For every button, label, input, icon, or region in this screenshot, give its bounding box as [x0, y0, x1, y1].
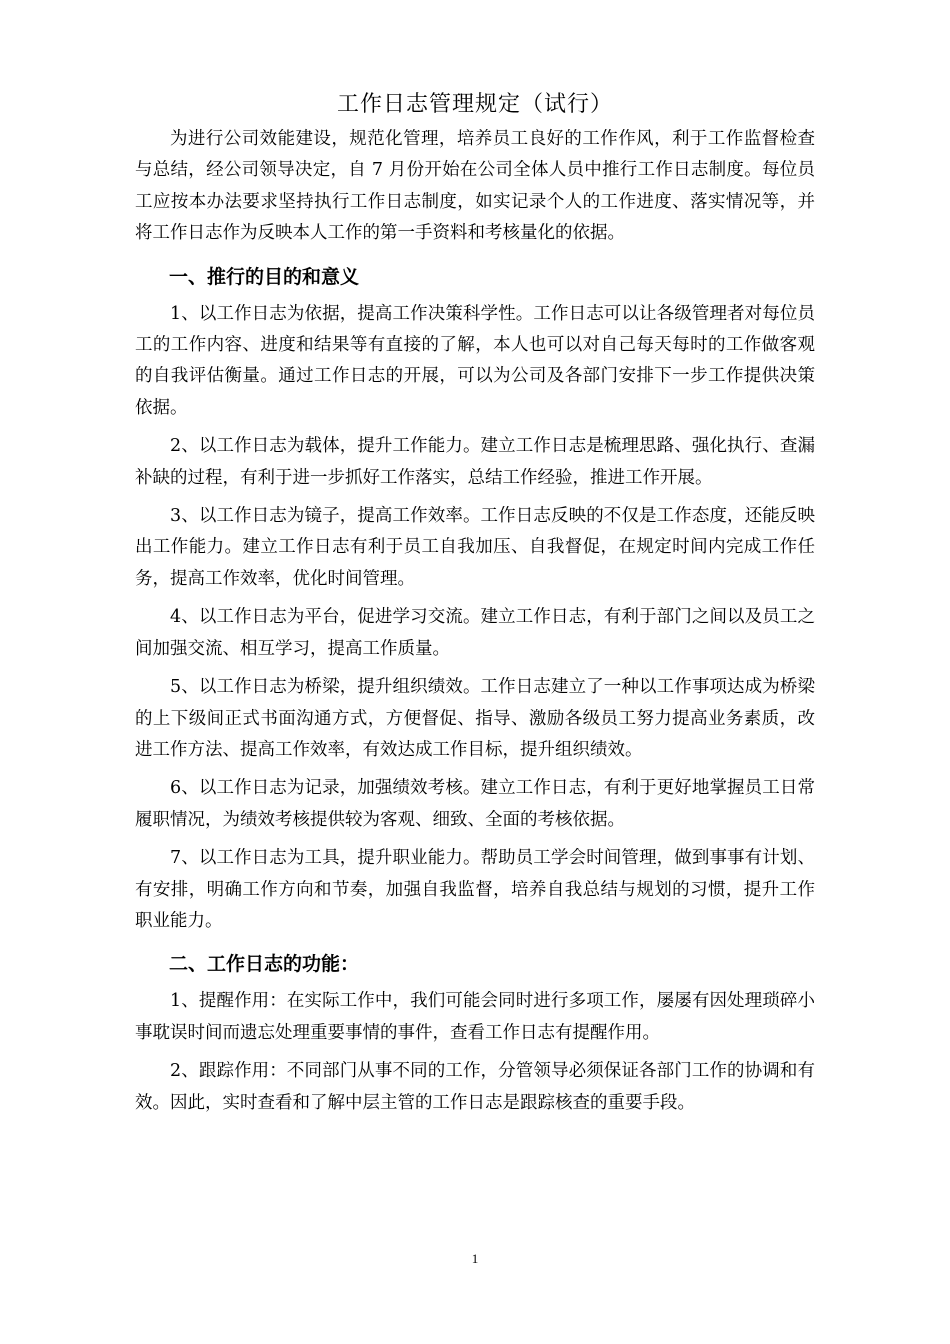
- purpose-item-6: 6、以工作日志为记录，加强绩效考核。建立工作日志，有利于更好地掌握员工日常履职情况，为绩效考核提供较为客观、细致、全面的考核依据。: [135, 778, 815, 830]
- document-title: 工作日志管理规定（试行）: [336, 92, 613, 117]
- purpose-item-7: 7、以工作日志为工具，提升职业能力。帮助员工学会时间管理，做到事事有计划、有安排，明确工作方向和节奏，加强自我监督，培养自我总结与规划的习惯，提升工作职业能力。: [135, 848, 815, 931]
- purpose-item-3: 3、以工作日志为镜子，提高工作效率。工作日志反映的不仅是工作态度，还能反映出工作能力。建立工作日志有利于员工自我加压、自我督促，在规定时间内完成工作任务，提高工作效率，优化时间管理。: [135, 506, 815, 589]
- intro-paragraph: 为进行公司效能建设，规范化管理，培养员工良好的工作作风，利于工作监督检查与总结，经公司领导决定，自 7 月份开始在公司全体人员中推行工作日志制度。每位员工应按本办法要求坚持执行工作日志制度，如实记录个人的工作进度、落实情况等，并将工作日志作为反映本人工作的第一手资料和考核量化的依据。: [135, 129, 815, 244]
- function-item-1: 1、提醒作用：在实际工作中，我们可能会同时进行多项工作，屡屡有因处理琐碎小事耽误时间而遗忘处理重要事情的事件，查看工作日志有提醒作用。: [135, 991, 815, 1043]
- page-number: 1: [471, 1251, 479, 1266]
- section-heading-functions: 二、工作日志的功能：: [169, 953, 360, 976]
- purpose-item-1: 1、以工作日志为依据，提高工作决策科学性。工作日志可以让各级管理者对每位员工的工作内容、进度和结果等有直接的了解，本人也可以对自己每天每时的工作做客观的自我评估衡量。通过工作日志的开展，可以为公司及各部门安排下一步工作提供决策依据。: [135, 303, 815, 418]
- function-item-2: 2、跟踪作用：不同部门从事不同的工作，分管领导必须保证各部门工作的协调和有效。因此，实时查看和了解中层主管的工作日志是跟踪核查的重要手段。: [135, 1061, 815, 1113]
- document-page: [135, 88, 815, 1126]
- purpose-item-2: 2、以工作日志为载体，提升工作能力。建立工作日志是梳理思路、强化执行、查漏补缺的过程，有利于进一步抓好工作落实，总结工作经验，推进工作开展。: [135, 436, 815, 488]
- section-heading-purpose: 一、推行的目的和意义: [169, 265, 360, 288]
- purpose-item-4: 4、以工作日志为平台，促进学习交流。建立工作日志，有利于部门之间以及员工之间加强交流、相互学习，提高工作质量。: [135, 607, 815, 659]
- purpose-item-5: 5、以工作日志为桥梁，提升组织绩效。工作日志建立了一种以工作事项达成为桥梁的上下级间正式书面沟通方式，方便督促、指导、激励各级员工努力提高业务素质，改进工作方法、提高工作效率，有效达成工作目标，提升组织绩效。: [135, 677, 815, 760]
